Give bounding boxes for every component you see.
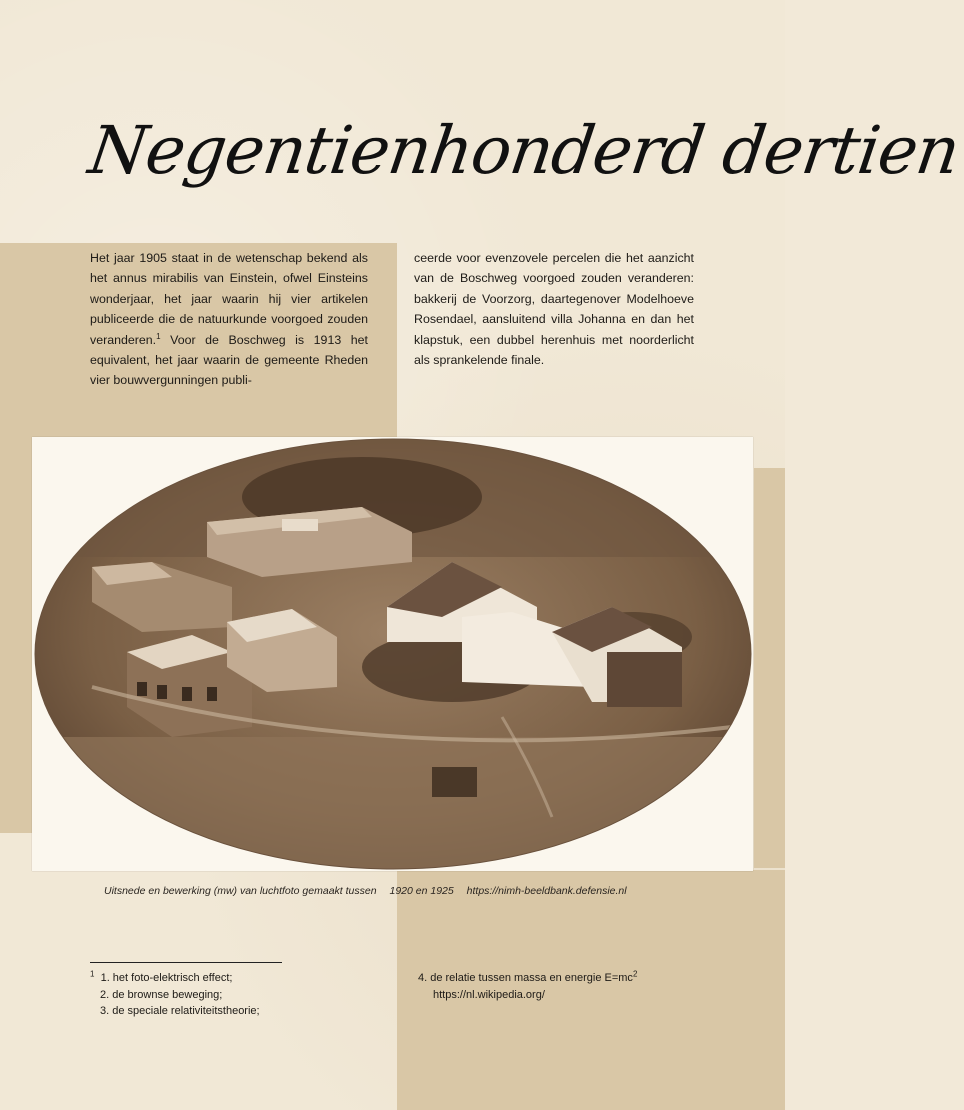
footnote-divider (90, 962, 282, 963)
text-column-left (90, 248, 368, 391)
footnote-item-3: 3. de speciale relativiteitstheorie; (100, 1005, 260, 1017)
footnote-1 (90, 970, 260, 987)
page-title: Negentienhonderd dertien (84, 112, 964, 189)
footnote-source-url: https://nl.wikipedia.org/ (433, 988, 545, 1001)
footnote-reference: 1 (156, 331, 161, 341)
text-column-right (414, 248, 694, 370)
decor-band-right (754, 468, 785, 868)
photo-caption (104, 885, 724, 897)
aerial-photo-illustration (32, 437, 753, 871)
footnote-item-1: 1. het foto-elektrisch effect; (100, 972, 233, 984)
caption-text: Uitsnede en bewerking (mw) van luchtfoto gemaakt tussen (104, 885, 377, 897)
paragraph-left (90, 248, 368, 391)
paragraph-left-part-2: Voor de Boschweg is 1913 het equivalent, het jaar waarin de gemeente Rheden vier bouwvergunningen publi- (90, 332, 368, 388)
footnote-item-2: 2. de brownse beweging; (100, 988, 223, 1001)
footnote-item-4-text: 4. de relatie tussen massa en energie E=mc (418, 972, 633, 984)
footnote-marker: 1 (90, 969, 95, 979)
footnotes-right (418, 970, 637, 1003)
footnote-item-4-exponent: 2 (632, 969, 638, 979)
footnotes-left (90, 970, 260, 1020)
caption-url: https://nimh-beeldbank.defensie.nl (466, 885, 627, 897)
aerial-photo (32, 437, 753, 871)
paragraph-right: ceerde voor evenzovele percelen die het aanzicht van de Boschweg voorgoed zouden veranderen: bakkerij de Voorzorg, daartegenover Modelhoeve Rosendael, aansluitend villa Johanna en dan het klapstuk, een dubbel herenhuis met noorderlicht als sprankelende finale. (414, 251, 694, 368)
footnote-item-4 (418, 970, 637, 987)
caption-years: 1920 en 1925 (389, 885, 454, 897)
paragraph-left-part-1: Het jaar 1905 staat in de wetenschap bekend als het annus mirabilis van Einstein, ofwel Einsteins wonderjaar, het jaar waarin hij vier artikelen publiceerde die de natuurkunde voorgoed zouden veranderen. (90, 251, 368, 347)
